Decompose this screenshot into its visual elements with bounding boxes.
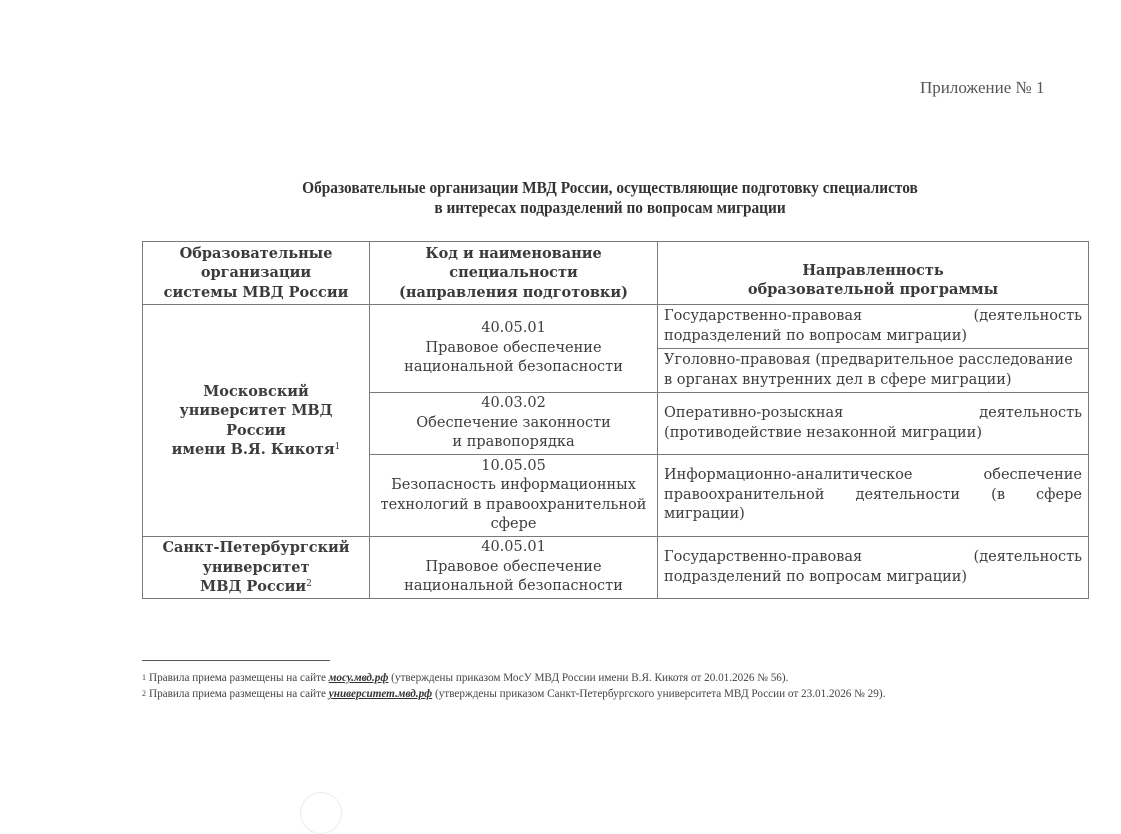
- footnote-2: [142, 686, 1102, 702]
- appendix-label: Приложение № 1: [920, 78, 1045, 97]
- direction-line: [664, 466, 1082, 486]
- direction-line: в органах внутренних дел в сфере миграции): [664, 371, 1012, 388]
- specialty-code: 40.05.01: [481, 539, 546, 556]
- direction-line: миграции): [664, 506, 745, 523]
- header-spec-line: специальности: [449, 264, 578, 282]
- org-line: университет МВД России: [179, 402, 333, 439]
- header-dir-line: Направленность: [802, 261, 944, 279]
- header-org-line: Образовательные: [179, 244, 333, 262]
- org-line: [149, 577, 363, 597]
- direction-text: деятельность: [979, 405, 1082, 421]
- title-line-2: в интересах подразделений по вопросам миграции: [434, 198, 786, 217]
- organizations-table: [142, 241, 1089, 599]
- scan-artifact: [300, 792, 342, 834]
- site-link-university[interactable]: университет.мвд.рф: [328, 688, 433, 700]
- direction-text: Оперативно-розыскная: [664, 405, 844, 421]
- org-line-text: имени В.Я. Кикотя: [171, 441, 335, 458]
- direction-text: Государственно-правовая: [664, 308, 863, 324]
- header-org-line: организации: [200, 264, 312, 282]
- org-line: университет: [202, 558, 310, 576]
- footnote-number: 1: [142, 673, 146, 682]
- footnote-text: Правила приема размещены на сайте: [149, 688, 329, 700]
- direction-text: правоохранительной: [664, 486, 825, 503]
- specialty-name-line: национальной безопасности: [404, 359, 623, 376]
- table-row: [143, 537, 1089, 599]
- direction-text: (деятельность: [973, 549, 1082, 565]
- specialty-code: 40.05.01: [481, 320, 546, 337]
- specialty-name-line: Правовое обеспечение: [425, 339, 602, 356]
- org-line: [149, 440, 363, 460]
- direction-text: обеспечение: [983, 467, 1082, 484]
- footnote-ref: 2: [306, 579, 312, 590]
- specialty-40-05-01: [370, 305, 658, 393]
- header-org-line: системы МВД России: [163, 283, 349, 301]
- specialty-name-line: национальной безопасности: [404, 578, 623, 595]
- specialty-40-03-02: [370, 393, 658, 455]
- org-moscow: [143, 305, 370, 537]
- direction-text: (деятельность: [973, 308, 1082, 324]
- direction-line: Уголовно-правовая (предварительное расследование: [664, 352, 1073, 368]
- specialty-code: 10.05.05: [481, 457, 546, 474]
- org-line-text: МВД России: [200, 578, 307, 596]
- direction-line: [664, 404, 1082, 424]
- org-spb: [143, 537, 370, 599]
- specialty-code: 40.03.02: [481, 395, 546, 412]
- footnote-text: (утверждены приказом МосУ МВД России имени В.Я. Кикотя от 20.01.2026 № 56).: [388, 672, 789, 684]
- header-spec-line: (направления подготовки): [399, 283, 629, 301]
- direction-line: [664, 486, 1082, 506]
- footnotes: [142, 670, 1102, 702]
- header-spec-line: Код и наименование: [425, 244, 602, 262]
- direction-cell: [658, 305, 1089, 349]
- specialty-name-line: сфере: [490, 516, 537, 532]
- title-line-1: Образовательные организации МВД России, осуществляющие подготовку специалистов: [302, 178, 918, 197]
- org-line: Санкт-Петербургский: [162, 539, 350, 557]
- footnote-1: [142, 670, 1102, 686]
- direction-line: подразделений по вопросам миграции): [664, 327, 968, 344]
- footnote-text: Правила приема размещены на сайте: [149, 672, 329, 684]
- direction-text: Государственно-правовая: [664, 549, 863, 565]
- table-row: [143, 305, 1089, 349]
- footnote-separator: [142, 660, 330, 661]
- table-header-row: [143, 242, 1089, 305]
- specialty-name-line: и правопорядка: [452, 434, 575, 451]
- specialty-name-line: Обеспечение законности: [416, 414, 611, 431]
- direction-line: [664, 548, 1082, 568]
- org-line: Московский: [203, 382, 309, 400]
- specialty-10-05-05: [370, 455, 658, 537]
- footnote-number: 2: [142, 689, 146, 698]
- direction-cell: [658, 537, 1089, 599]
- site-link-mosu[interactable]: мосу.мвд.рф: [328, 672, 389, 684]
- footnote-ref: 1: [334, 442, 341, 452]
- direction-text: деятельности: [855, 486, 961, 503]
- header-org: [143, 242, 370, 305]
- specialty-name-line: Безопасность информационных: [391, 477, 636, 493]
- direction-text: Информационно-аналитическое: [664, 467, 913, 484]
- specialty-name-line: Правовое обеспечение: [425, 558, 602, 575]
- direction-text: сфере: [1036, 486, 1082, 503]
- direction-line: [664, 307, 1082, 327]
- direction-line: подразделений по вопросам миграции): [664, 568, 968, 585]
- header-specialty: [370, 242, 658, 305]
- direction-cell: [658, 393, 1089, 455]
- direction-line: (противодействие незаконной миграции): [664, 424, 982, 441]
- header-direction: [658, 242, 1089, 305]
- direction-cell: [658, 455, 1089, 537]
- document-title: [229, 178, 992, 218]
- direction-cell: [658, 349, 1089, 393]
- direction-text: (в: [991, 486, 1005, 503]
- specialty-name-line: технологий в правоохранительной: [380, 496, 647, 513]
- specialty-40-05-01-spb: [370, 537, 658, 599]
- footnote-text: (утверждены приказом Санкт-Петербургского университета МВД России от 23.01.2026 № 29).: [432, 688, 886, 700]
- header-dir-line: образовательной программы: [747, 281, 999, 298]
